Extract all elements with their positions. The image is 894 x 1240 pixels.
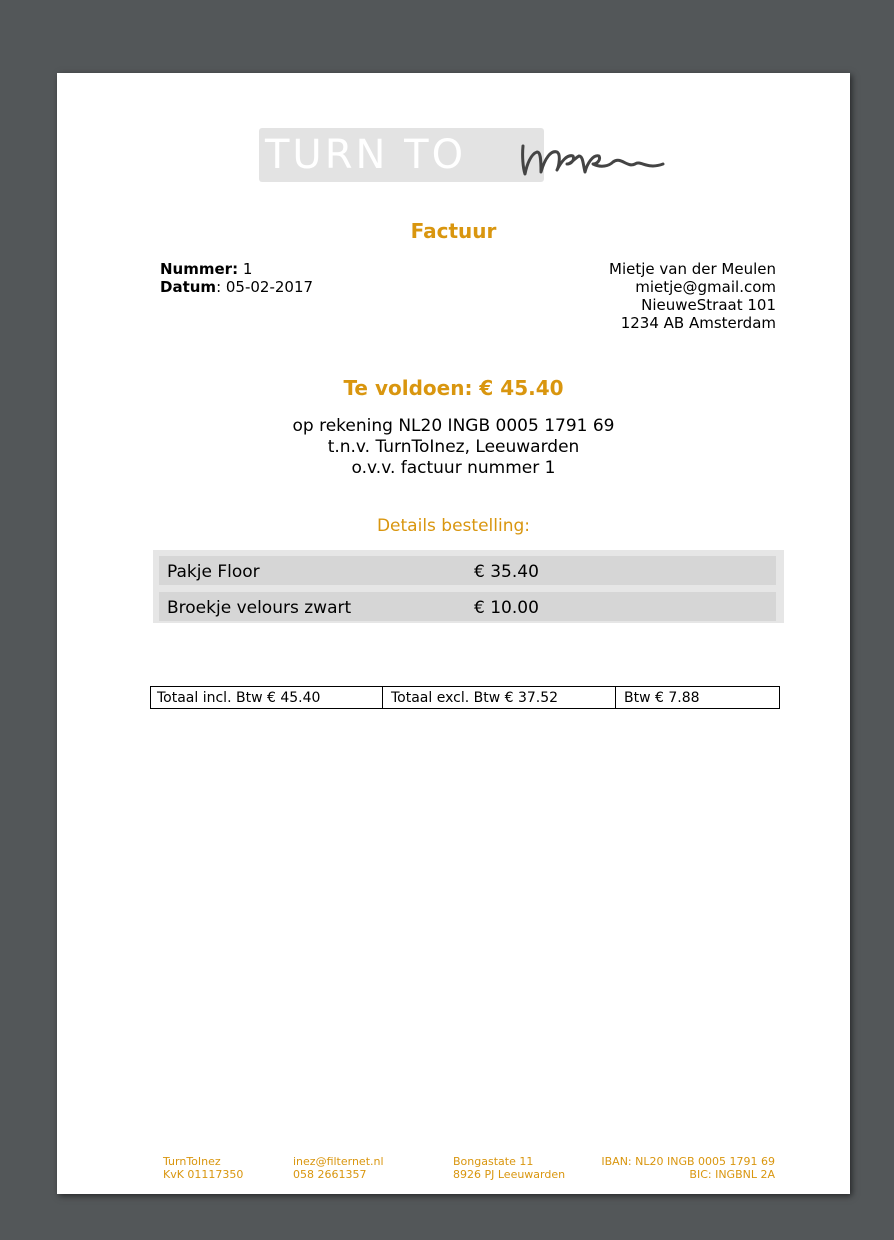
footer-address: [453, 1155, 565, 1181]
invoice-date: [160, 278, 313, 296]
customer-street: NieuweStraat 101: [641, 296, 776, 314]
totals-table: [150, 686, 780, 709]
order-item-name: Broekje velours zwart: [167, 598, 352, 618]
order-item-row: [159, 556, 776, 585]
invoice-meta: [160, 260, 313, 296]
footer-city: 8926 PJ Leeuwarden: [453, 1168, 566, 1181]
order-item-name: Pakje Floor: [167, 562, 260, 582]
invoice-date-label: Datum: [160, 278, 217, 296]
footer-phone: 058 2661357: [293, 1168, 367, 1181]
order-item-price: € 35.40: [474, 562, 539, 582]
footer-email: inez@filternet.nl: [293, 1155, 384, 1168]
order-items-table: [153, 550, 784, 623]
footer-bank: [601, 1155, 775, 1181]
invoice-title: Factuur: [410, 219, 497, 243]
footer-bic: BIC: INGBNL 2A: [689, 1168, 775, 1181]
account-holder-line: t.n.v. TurnToInez, Leeuwarden: [327, 437, 580, 457]
invoice-page: [57, 73, 850, 1194]
total-incl-vat: Totaal incl. Btw € 45.40: [151, 687, 383, 708]
order-item-price: € 10.00: [474, 598, 539, 618]
footer-company-name: TurnToInez: [163, 1155, 221, 1168]
customer-address: [609, 260, 776, 332]
invoice-number-value: 1: [238, 260, 253, 278]
bank-account-line: op rekening NL20 INGB 0005 1791 69: [292, 416, 615, 436]
total-excl-vat: Totaal excl. Btw € 37.52: [383, 687, 616, 708]
invoice-date-value: : 05-02-2017: [216, 278, 314, 296]
logo-text: TURN TO: [265, 132, 467, 178]
invoice-number-label: Nummer:: [160, 260, 239, 278]
footer-kvk: KvK 01117350: [163, 1168, 244, 1181]
customer-city: 1234 AB Amsterdam: [620, 314, 776, 332]
footer-company: [163, 1155, 243, 1181]
logo-box: [259, 128, 544, 182]
turntoinez-logo: [259, 128, 679, 186]
reference-line: o.v.v. factuur nummer 1: [351, 458, 556, 478]
order-item-row: [159, 592, 776, 621]
amount-due: Te voldoen: € 45.40: [343, 376, 564, 400]
vat-amount: Btw € 7.88: [624, 690, 700, 706]
customer-name: Mietje van der Meulen: [609, 260, 776, 278]
footer-iban: IBAN: NL20 INGB 0005 1791 69: [601, 1155, 775, 1168]
footer-street: Bongastate 11: [453, 1155, 534, 1168]
payment-instructions: [57, 416, 850, 479]
customer-email: mietje@gmail.com: [635, 278, 776, 296]
invoice-number: [160, 260, 313, 278]
order-details-title: Details bestelling:: [376, 516, 531, 536]
logo-signature-icon: [517, 134, 667, 184]
footer-contact: [293, 1155, 384, 1181]
